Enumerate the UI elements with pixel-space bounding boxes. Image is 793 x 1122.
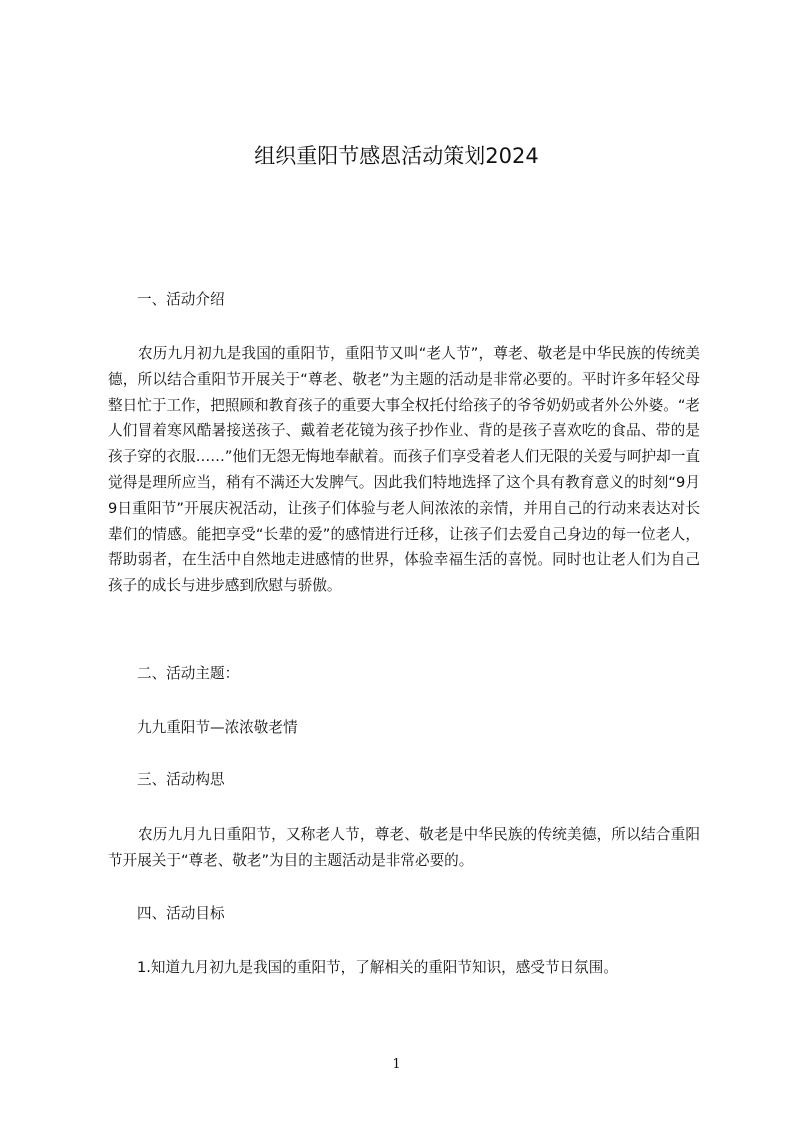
document-title: 组织重阳节感恩活动策划2024 xyxy=(254,144,539,168)
section-text-theme: 九九重阳节—浓浓敬老情 xyxy=(137,719,298,736)
section-paragraph-concept: 农历九月九日重阳节，又称老人节，尊老、敬老是中华民族的传统美德，所以结合重阳节开展关于“尊老、敬老”为目的主题活动是非常必要的。 xyxy=(108,826,700,869)
section-heading-intro: 一、活动介绍 xyxy=(137,291,225,308)
section-heading-theme: 二、活动主题： xyxy=(137,665,240,682)
section-paragraph-intro: 农历九月初九是我国的重阳节，重阳节又叫“老人节”，尊老、敬老是中华民族的传统美德，所以结合重阳节开展关于“尊老、敬老”为主题的活动是非常必要的。平时许多年轻父母整日忙于工作，把照顾和教育孩子的重要大事全权托付给孩子的爷爷奶奶或者外公外婆。“老人们冒着寒风酷暑接送孩子、戴着老花镜为孩子抄作业、背的是孩子喜欢吃的食品、带的是孩子穿的衣服……”他们无怨无悔地奉献着。而孩子们享受着老人们无限的关爱与呵护却一直觉得是理所应当，稍有不满还大发脾气。因此我们特地选择了这个具有教育意义的时刻“9月9日重阳节”开展庆祝活动，让孩子们体验与老人间浓浓的亲情，并用自己的行动来表达对长辈们的情感。能把享受“长辈的爱”的感情进行迁移，让孩子们去爱自己身边的每一位老人，帮助弱者，在生活中自然地走进感情的世界，体验幸福生活的喜悦。同时也让老人们为自己孩子的成长与进步感到欣慰与骄傲。 xyxy=(108,345,700,595)
page-number: 1 xyxy=(392,1057,401,1072)
section-text-goal-1: 1.知道九月初九是我国的重阳节，了解相关的重阳节知识，感受节日氛围。 xyxy=(137,959,618,976)
section-heading-concept: 三、活动构思 xyxy=(137,771,225,788)
section-heading-goals: 四、活动目标 xyxy=(137,905,225,922)
